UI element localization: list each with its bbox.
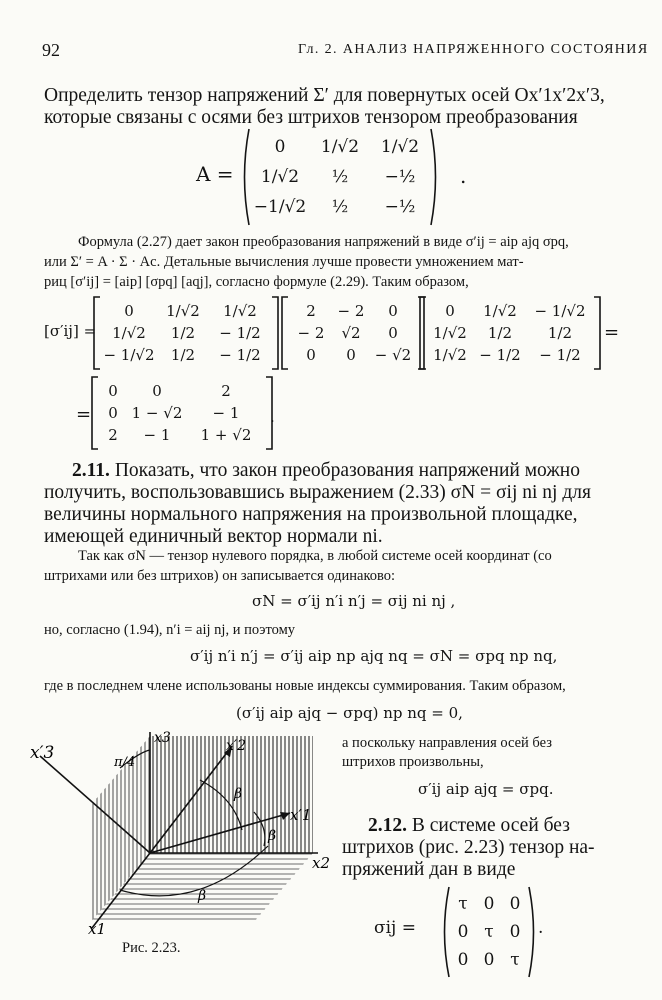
x1-prime-label: x′1 [290,806,312,824]
problem-2-11-number: 2.11. [72,460,110,481]
beta-label-2: β [268,828,277,844]
left-bracket [280,296,290,370]
matrix-cell: 1/2 [487,324,513,342]
beta-label-3: β [198,888,207,904]
solution-2-11-line-4: где в последнем члене использованы новые индексы суммирования. Таким образом, [44,678,566,694]
right-bracket [264,376,274,450]
solution-2-11-line-5: а поскольку направления осей без [342,735,552,751]
matrix-cell: 0 [124,302,134,320]
solution-2-11-line-3: но, согласно (1.94), n′i = aij nj, и поэтому [44,622,296,638]
problem-2-12-line-2: штрихов (рис. 2.23) тензор на- [342,837,595,858]
matrix-cell: 1/√2 [380,137,420,157]
matrix-cell: − 1/√2 [534,302,586,320]
right-bracket [592,296,602,370]
equals-sign: = [604,322,620,343]
matrix-a-label: A = [196,162,234,186]
problem-2-11-line-4: имеющей единичный вектор нормали ni. [44,526,383,547]
matrix-a [250,132,430,222]
page-number: 92 [42,40,60,60]
right-bracket [528,886,538,978]
matrix-cell: 0 [509,922,521,942]
matrix-cell: 0 [445,302,455,320]
matrix-cell: − 1 [212,404,240,422]
matrix-cell: 1 + √2 [200,426,252,444]
equation-3: (σ′ij aip ajq − σpq) np nq = 0, [236,704,463,722]
solution-2-11-line-6: штрихов произвольны, [342,754,484,770]
matrix-cell: 1/2 [547,324,573,342]
problem-2-11-line-1: Показать, что закон преобразования напряжений можно [114,460,580,481]
x3-prime-label: x′3 [30,743,55,763]
beta-label-1: β [234,786,243,802]
sigma-matrix-period: . [538,918,544,938]
rotation-matrix [102,300,270,366]
problem-2-12-number: 2.12. [368,815,407,836]
running-title: Гл. 2. АНАЛИЗ НАПРЯЖЕННОГО СОСТОЯНИЯ [298,42,649,57]
matrix-cell: 0 [388,324,398,342]
matrix-a-period: . [460,164,467,188]
matrix-cell: √2 [341,324,361,342]
left-bracket [418,296,428,370]
matrix-cell: 1/√2 [483,302,517,320]
matrix-cell: 1/√2 [166,302,200,320]
matrix-cell: −1/√2 [253,197,307,217]
matrix-cell: − 1/2 [479,346,521,364]
x3-label: x3 [154,730,171,746]
matrix-cell: − 1 [143,426,171,444]
matrix-cell: 1/√2 [260,167,300,187]
matrix-cell: 1 − √2 [131,404,183,422]
matrix-cell: 1/2 [170,324,196,342]
result-period: . [270,408,275,426]
problem-2-10-line-2: которые связаны с осями без штрихов тензором преобразования [44,107,578,128]
matrix-cell: 0 [346,346,356,364]
x2-prime-label: x′2 [226,738,246,754]
matrix-cell: 0 [274,137,286,157]
matrix-cell: τ [510,950,520,970]
right-bracket [430,128,440,226]
left-bracket [240,128,250,226]
x1-label: x1 [88,920,107,938]
matrix-cell: 1/√2 [320,137,360,157]
result-equals: = [76,404,92,425]
matrix-cell: ½ [331,167,349,187]
matrix-cell: 0 [483,950,495,970]
matrix-cell: − 1/2 [539,346,581,364]
solution-2-10-line-1: Формула (2.27) дает закон преобразования напряжений в виде σ′ij = aip ajq σpq, [78,234,569,250]
solution-2-11-line-1: Так как σN — тензор нулевого порядка, в любой системе осей координат (со [78,548,552,564]
matrix-cell: − 1/√2 [103,346,155,364]
matrix-cell: −½ [384,197,416,217]
equation-1: σN = σ′ij n′i n′j = σij ni nj , [252,592,456,610]
matrix-cell: 1/√2 [223,302,257,320]
matrix-cell: 1/√2 [433,324,467,342]
matrix-cell: − 1/2 [219,346,261,364]
matrix-cell: 0 [306,346,316,364]
left-bracket [92,296,102,370]
sigma-prime-label: [σ′ij] = [44,322,97,340]
left-bracket [440,886,450,978]
matrix-cell: τ [484,922,494,942]
matrix-cell: 2 [306,302,316,320]
matrix-cell: − 1/2 [219,324,261,342]
matrix-cell: 1/2 [170,346,196,364]
matrix-cell: ½ [331,197,349,217]
matrix-cell: − 2 [297,324,325,342]
matrix-cell: τ [458,894,468,914]
problem-2-12-line-1: В системе осей без [411,815,570,836]
sigma-tensor-matrix [450,890,528,974]
matrix-cell: 0 [509,894,521,914]
right-bracket [270,296,280,370]
matrix-cell: 2 [221,382,231,400]
solution-2-10-line-3: риц [σ′ij] = [aip] [σpq] [aqj], согласно формуле (2.29). Таким образом, [44,274,469,290]
equation-4: σ′ij aip ajq = σpq. [418,780,554,798]
sigma-matrix-label: σij = [374,918,416,938]
x2-label: x2 [312,854,331,872]
pi-over-4-label: π/4 [114,755,136,770]
matrix-cell: 0 [108,404,118,422]
problem-2-11-line-2: получить, воспользовавшись выражением (2.33) σN = σij ni nj для [44,482,591,503]
figure-caption: Рис. 2.23. [122,940,181,956]
equation-2: σ′ij n′i n′j = σ′ij aip np ajq nq = σN = σpq np nq, [190,647,558,665]
matrix-cell: 0 [457,950,469,970]
matrix-cell: − 2 [337,302,365,320]
matrix-cell: −½ [384,167,416,187]
matrix-cell: 1/√2 [112,324,146,342]
matrix-cell: 0 [457,922,469,942]
problem-2-12-line-3: пряжений дан в виде [342,859,516,880]
figure-2-23 [28,728,338,976]
stress-matrix [290,300,416,366]
matrix-cell: 0 [108,382,118,400]
problem-2-11-line-3: величины нормального напряжения на произвольной площадке, [44,504,578,525]
transposed-matrix [428,300,592,366]
solution-2-10-line-2: или Σ′ = A · Σ · Ac. Детальные вычисления лучше провести умножением мат- [44,254,524,270]
problem-2-10-line-1: Определить тензор напряжений Σ′ для повернутых осей Ox′1x′2x′3, [44,85,605,106]
matrix-cell: 0 [152,382,162,400]
matrix-cell: 0 [388,302,398,320]
solution-2-11-line-2: штрихами или без штрихов) он записывается одинаково: [44,568,396,584]
matrix-cell: 1/√2 [433,346,467,364]
matrix-cell: 0 [483,894,495,914]
matrix-cell: 2 [108,426,118,444]
matrix-cell: − √2 [374,346,412,364]
result-matrix [100,380,264,446]
left-bracket [90,376,100,450]
